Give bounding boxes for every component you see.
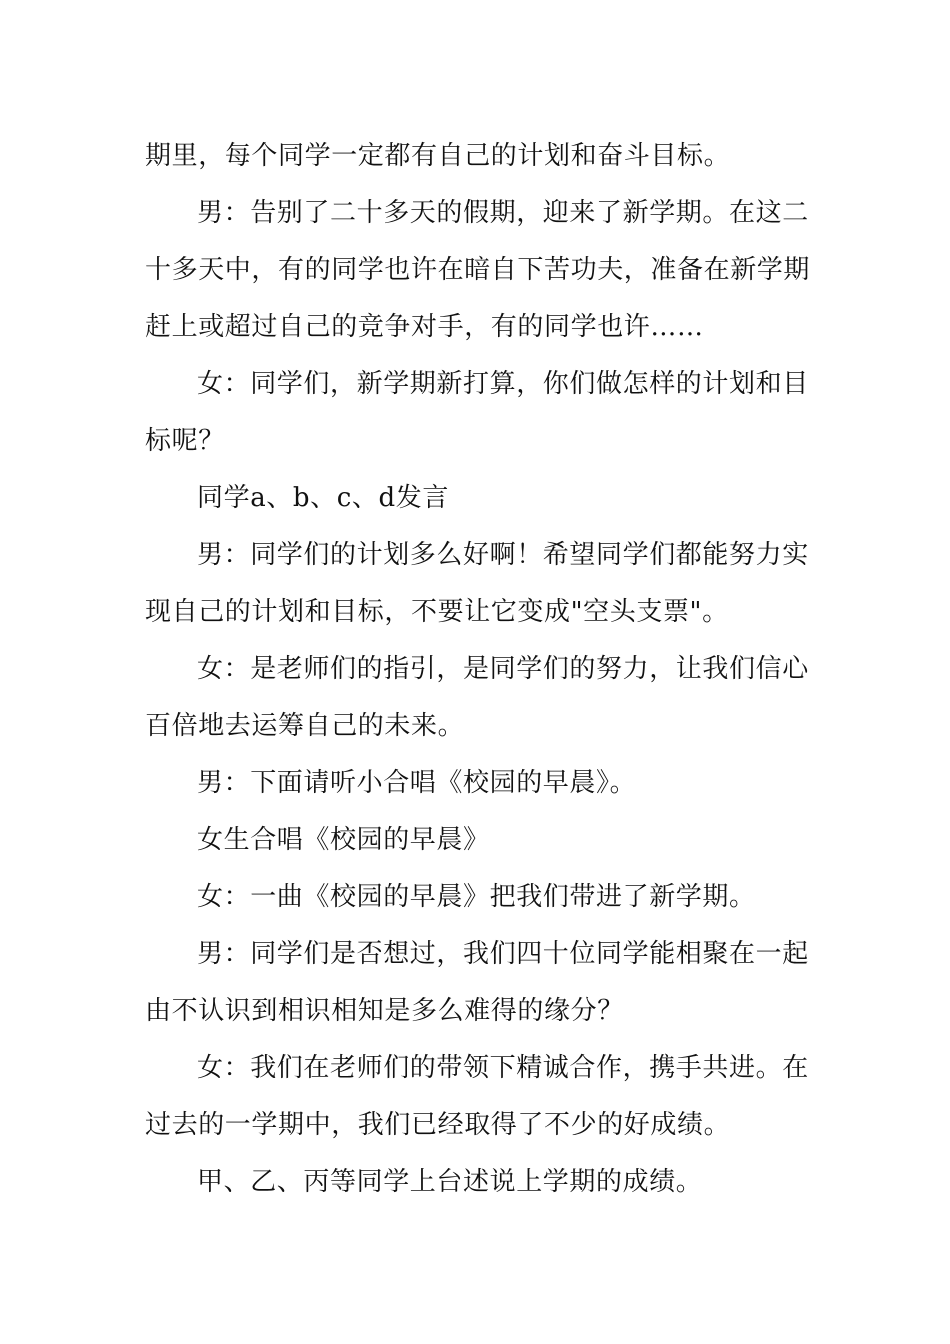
paragraph: 男：告别了二十多天的假期，迎来了新学期。在这二十多天中，有的同学也许在暗自下苦功夫，准备在新学期赶上或超过自己的竞争对手，有的同学也许……	[145, 198, 811, 342]
paragraph: 女：一曲《校园的早晨》把我们带进了新学期。	[197, 882, 756, 912]
paragraph: 男：同学们是否想过，我们四十位同学能相聚在一起由不认识到相识相知是多么难得的缘分？	[145, 939, 809, 1026]
paragraph: 女：我们在老师们的带领下精诚合作，携手共进。在过去的一学期中，我们已经取得了不少的好成绩。	[145, 1053, 809, 1140]
document-body	[145, 128, 813, 1211]
paragraph: 男：下面请听小合唱《校园的早晨》。	[197, 768, 637, 798]
paragraph: 期里，每个同学一定都有自己的计划和奋斗目标。	[145, 141, 731, 171]
paragraph: 女：是老师们的指引，是同学们的努力，让我们信心百倍地去运筹自己的未来。	[145, 654, 809, 741]
paragraph: 女：同学们，新学期新打算，你们做怎样的计划和目标呢？	[145, 369, 809, 456]
paragraph: 女生合唱《校园的早晨》	[197, 825, 490, 855]
paragraph: 同学a、b、c、d发言	[197, 483, 449, 513]
paragraph: 甲、乙、丙等同学上台述说上学期的成绩。	[197, 1167, 703, 1197]
paragraph: 男：同学们的计划多么好啊！希望同学们都能努力实现自己的计划和目标，不要让它变成"空头支票"。	[145, 540, 809, 627]
